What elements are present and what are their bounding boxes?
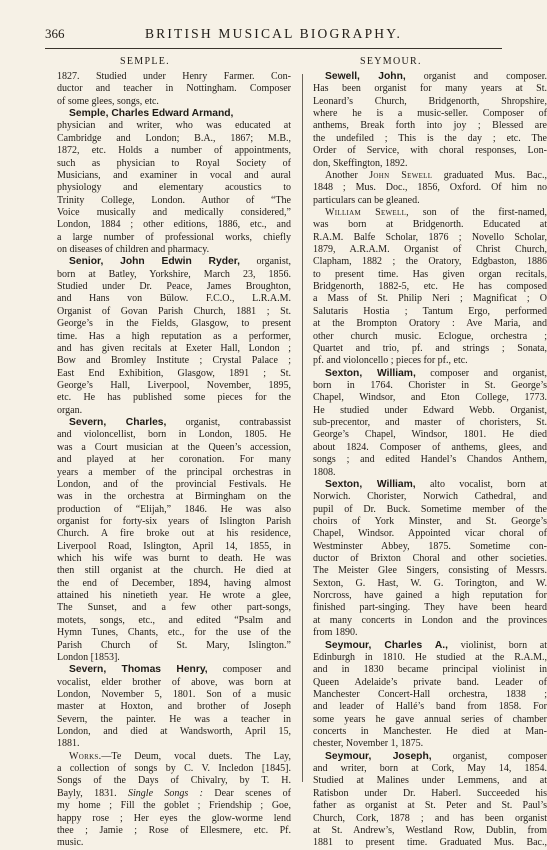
text-line — [313, 578, 547, 590]
line-text: son of the first-named, — [408, 206, 547, 218]
text-line — [57, 83, 291, 95]
text-line — [313, 516, 547, 528]
line-text: Bow and Bromley Institute ; Crystal Palace ; — [57, 355, 291, 367]
line-text: graduated Mus. Bac., — [432, 169, 547, 181]
line-text: London, November 5, 1801. Son of a music — [57, 688, 291, 700]
text-line — [313, 664, 547, 676]
text-line — [57, 145, 291, 157]
line-text: Hymn Tunes, Chants, etc., for the use of the — [57, 627, 291, 639]
text-line — [313, 429, 547, 441]
text-line — [57, 158, 291, 170]
line-text: a collection of songs by C. V. Incledon [1845]. — [57, 763, 291, 775]
text-line — [57, 602, 291, 614]
text-line — [57, 96, 291, 108]
text-line — [313, 83, 547, 95]
line-text: violinist, born at — [448, 639, 547, 651]
text-line — [313, 442, 547, 454]
text-line — [57, 318, 291, 330]
text-line — [313, 689, 547, 701]
line-text: 1848 ; Mus. Doc., 1856, Oxford. Of him no — [313, 182, 547, 194]
line-text: The Sunset, and a few other part-songs, — [57, 602, 291, 614]
text-line — [313, 256, 547, 268]
text-line — [57, 429, 291, 441]
line-text: at St. Andrew’s, Westland Row, Dublin, from — [313, 824, 547, 836]
text-line — [57, 306, 291, 318]
line-text: ductor and teacher in Nottingham. Composer — [57, 83, 291, 95]
line-text: on diseases of children and pharmacy. — [57, 244, 210, 256]
line-text: my home ; Fill the goblet ; Friendship ; Goe, — [57, 800, 291, 812]
line-text: Studied at Malines under Lemmens, and at — [313, 775, 547, 787]
text-line — [313, 491, 547, 503]
text-line — [313, 726, 547, 738]
line-text: Musicians, and examiner in vocal and aural — [57, 169, 291, 181]
line-text: Quartet and trio, pf. and strings ; Sonata, — [313, 342, 547, 354]
line-text: East End Exhibition, Glasgow, 1891 ; St. — [57, 367, 291, 379]
line-text: Liverpool Road, Islington, April 14, 1855, in — [57, 540, 291, 552]
entry-heading: Semple, Charles Edward Armand, — [69, 108, 234, 120]
line-text: Clapham, 1882 ; the Oratory, Edgbaston, 1886 — [313, 256, 547, 268]
text-line — [313, 652, 547, 664]
line-text: songs ; and edited Handel’s Chandos Anthem, — [313, 454, 547, 466]
line-text: and has given recitals at Exeter Hall, London ; — [57, 342, 291, 354]
text-line — [313, 627, 547, 639]
text-line — [57, 343, 291, 355]
line-text: Edinburgh in 1810. He studied at the R.A.M., — [313, 651, 547, 663]
text-line — [57, 726, 291, 738]
line-text: Order of Service, with choral responses, Lon- — [313, 145, 547, 157]
line-text: was born at Bridgenorth. Educated at — [313, 219, 547, 231]
text-line — [57, 590, 291, 602]
line-text: organist, composer — [431, 750, 547, 762]
text-line — [57, 355, 291, 367]
line-text: organist for forty-six years of Islington Parish — [57, 515, 291, 527]
line-text: was a Court musician at the Queen’s accession, — [57, 441, 291, 453]
line-text: 1881. — [57, 738, 80, 750]
line-text: organist, — [240, 256, 291, 268]
text-line — [313, 763, 547, 775]
line-text: don, Skeffington, 1892. — [313, 157, 408, 169]
text-line — [313, 380, 547, 392]
line-text: years a member of the principal orchestras in — [57, 466, 291, 478]
line-text: alto vocalist, born at — [415, 478, 547, 490]
entry-heading: Severn, Thomas Henry, — [69, 664, 208, 676]
text-line — [313, 528, 547, 540]
line-text: finished part-singing. They have been heard — [313, 602, 547, 614]
line-text: Leonard’s Church, Bridgenorth, Shropshire, — [313, 95, 547, 107]
right-text-column — [313, 71, 547, 850]
text-line — [313, 71, 547, 83]
text-line — [313, 182, 547, 194]
text-line — [313, 195, 547, 207]
text-line — [313, 331, 547, 343]
line-text: organist and composer. — [405, 71, 547, 82]
text-line — [313, 417, 547, 429]
text-line — [313, 813, 547, 825]
line-text: a large number of professional works, chiefly — [57, 231, 291, 243]
line-text: Manchester Concert-Hall orchestra, 1838 ; — [313, 688, 547, 700]
line-text: to present time. Has given organ recitals, — [313, 268, 547, 280]
entry-heading: Seymour, Charles A., — [325, 639, 449, 651]
line-text: attained his ninetieth year. He wrote a glee, — [57, 590, 291, 602]
text-line — [57, 652, 291, 664]
line-text: London, and died at Wandsworth, April 15, — [57, 726, 291, 738]
text-line — [313, 467, 547, 479]
text-line — [57, 701, 291, 713]
line-text: Another — [325, 169, 370, 181]
text-line — [313, 96, 547, 108]
text-line — [57, 244, 291, 256]
text-line — [313, 219, 547, 231]
line-text: The Meister Glee Singers, consisting of Messrs. — [313, 565, 547, 577]
text-line — [57, 627, 291, 639]
text-line — [57, 504, 291, 516]
line-text: was in the orchestra at Birmingham on the — [57, 491, 291, 503]
line-text: master at Hoxton, and brother of Joseph — [57, 701, 291, 713]
text-line — [57, 269, 291, 281]
right-column-heading: SEYMOUR. — [360, 56, 422, 67]
line-text: Organist of Govan Parish Church, 1881 ; St. — [57, 305, 291, 317]
text-line — [313, 553, 547, 565]
line-text: Trinity College, London. Author of “The — [57, 194, 291, 206]
line-text: father as organist at St. Peter and St. Paul’s — [313, 800, 547, 812]
line-text: Has been organist for many years at St. — [313, 83, 547, 95]
text-line — [313, 281, 547, 293]
text-line — [313, 207, 547, 219]
text-line — [57, 232, 291, 244]
text-line — [313, 837, 547, 849]
line-text: concerts in Manchester. He died at Man- — [313, 726, 547, 738]
text-line — [57, 775, 291, 787]
line-text: —Te Deum, vocal duets. The Lay, — [101, 750, 291, 762]
line-text: particulars can be gleaned. — [313, 194, 420, 206]
text-line — [313, 244, 547, 256]
line-text: and Hans von Bülow. F.C.O., L.R.A.M. — [57, 293, 291, 305]
line-text: and violoncellist, born in London, 1805. He — [57, 429, 291, 441]
line-text: Norwich. Chorister, Norwich Cathedral, and — [313, 491, 547, 503]
text-line — [57, 71, 291, 83]
text-line — [57, 615, 291, 627]
line-text: George’s Chapel, Windsor, 1801. He died — [313, 429, 547, 441]
text-line — [57, 788, 291, 800]
text-line — [57, 837, 291, 849]
line-text: about 1824. Composer of anthems, glees, and — [313, 441, 547, 453]
left-text-column — [57, 71, 291, 850]
text-line — [57, 541, 291, 553]
line-text: then still organist at the church. He died at — [57, 565, 291, 577]
running-title: BRITISH MUSICAL BIOGRAPHY. — [144, 26, 403, 41]
text-line — [313, 615, 547, 627]
line-text: music. — [57, 837, 84, 849]
text-line — [57, 170, 291, 182]
line-text: and writer, born at Cork, May 14, 1854. — [313, 763, 547, 775]
line-text: at the Brompton Oratory : Ave Maria, and — [313, 318, 547, 330]
line-text: at many concerts in London and the provinces — [313, 614, 547, 626]
line-text: Church, Cork, 1878 ; and has been organist — [313, 812, 547, 824]
text-line — [57, 195, 291, 207]
entry-heading: Senior, John Edwin Ryder, — [69, 256, 241, 268]
line-text: Studied under Dr. Peace, James Broughton, — [57, 281, 291, 293]
text-line — [57, 578, 291, 590]
small-caps-text: Works. — [69, 750, 102, 762]
line-text: thee ; Jamie ; Rose of Ellesmere, etc. Pf. — [57, 824, 291, 836]
line-text: Queen Adelaide’s private band. Leader of — [313, 676, 547, 688]
line-text: from 1890. — [313, 627, 358, 639]
text-line — [57, 751, 291, 763]
text-line — [313, 714, 547, 726]
text-line — [57, 293, 291, 305]
entry-heading: Sewell, John, — [325, 71, 406, 82]
line-text: Voice musically and medically considered,” — [57, 206, 291, 218]
line-text: a Mass of St. Philip Neri ; Magnificat ; O — [313, 293, 547, 305]
text-line — [313, 368, 547, 380]
line-text: George’s Hall, Liverpool, November, 1895, — [57, 379, 291, 391]
line-text: organ. — [57, 404, 83, 416]
text-line — [57, 133, 291, 145]
text-line — [57, 479, 291, 491]
text-line — [57, 120, 291, 132]
line-text: physician and writer, who was educated at — [57, 120, 291, 132]
line-text: production of “Elijah,” 1846. He was also — [57, 503, 291, 515]
text-line — [57, 467, 291, 479]
text-line — [57, 405, 291, 417]
text-line — [313, 293, 547, 305]
page-number: 366 — [45, 26, 65, 41]
text-line — [313, 751, 547, 763]
line-text: vocalist, elder brother of above, was born at — [57, 676, 291, 688]
text-line — [313, 825, 547, 837]
text-line — [57, 281, 291, 293]
line-text: organist, contrabassist — [166, 417, 291, 429]
text-line — [313, 800, 547, 812]
text-line — [57, 640, 291, 652]
text-line — [57, 392, 291, 404]
line-text: ductor of Brixton Choral and other societies. — [313, 553, 547, 565]
text-line — [57, 219, 291, 231]
text-line — [313, 602, 547, 614]
text-line — [313, 170, 547, 182]
text-line — [57, 331, 291, 343]
entry-heading: Severn, Charles, — [69, 417, 167, 429]
text-line — [313, 145, 547, 157]
text-line — [313, 565, 547, 577]
line-text: composer and organist, — [415, 367, 547, 379]
text-line — [313, 775, 547, 787]
line-text: Church. A fire broke out at his residence, — [57, 528, 291, 540]
text-line — [313, 504, 547, 516]
line-text: Songs of the Days of Chivalry, by T. H. — [57, 775, 291, 787]
text-line — [313, 677, 547, 689]
line-text: pupil of Dr. Buck. Sometime member of the — [313, 503, 547, 515]
text-line — [57, 553, 291, 565]
line-text: Ratisbon under Dr. Haberl. Succeeded his — [313, 787, 547, 799]
line-text: London [1853]. — [57, 651, 120, 663]
text-line — [57, 454, 291, 466]
text-line — [313, 318, 547, 330]
line-text: and leader of Hallé’s band from 1858. For — [313, 701, 547, 713]
text-line — [57, 442, 291, 454]
text-line — [313, 306, 547, 318]
text-line — [57, 417, 291, 429]
line-text: of some glees, songs, etc. — [57, 95, 159, 107]
line-text: 1881 to present time. Graduated Mus. Bac., — [313, 837, 547, 849]
text-line — [57, 368, 291, 380]
text-line — [313, 590, 547, 602]
line-text: time. Has a high reputation as a performer, — [57, 330, 291, 342]
entry-heading: Sexton, William, — [325, 478, 416, 490]
text-line — [313, 108, 547, 120]
line-text: R.A.M. Balfe Scholar, 1876 ; Novello Scholar, — [313, 231, 547, 243]
text-line — [313, 479, 547, 491]
text-line — [313, 269, 547, 281]
line-text: chester, November 1, 1875. — [313, 738, 424, 750]
text-line — [57, 516, 291, 528]
text-line — [57, 825, 291, 837]
line-text: and in 1830 became principal violinist in — [313, 664, 547, 676]
text-line — [313, 343, 547, 355]
line-text: the end of December, 1894, having almost — [57, 577, 291, 589]
line-text: motets, songs, etc., and edited “Psalm and — [57, 614, 291, 626]
line-text: and played at her coronation. For many — [57, 454, 291, 466]
entry-heading: Seymour, Joseph, — [325, 750, 432, 762]
text-line — [57, 207, 291, 219]
text-line — [57, 689, 291, 701]
line-text: Bayly, 1831. — [57, 787, 129, 799]
text-line — [313, 640, 547, 652]
entry-heading: Sexton, William, — [325, 367, 416, 379]
line-text: choirs of York Minster, and St. George’s — [313, 515, 547, 527]
line-text: Norcross, have gained a high reputation for — [313, 590, 547, 602]
line-text: other church music. Eclogue, orchestra ; — [313, 330, 547, 342]
text-line — [57, 763, 291, 775]
small-caps-text: William Sewell, — [325, 206, 409, 218]
left-column-heading: SEMPLE. — [120, 56, 170, 67]
line-text: the undefiled ; This is the day ; etc. The — [313, 132, 547, 144]
text-line — [313, 355, 547, 367]
line-text: born in 1764. Chorister in St. George’s — [313, 379, 547, 391]
line-text: where he is a music-seller. Composer of — [313, 108, 547, 120]
line-text: 1808. — [313, 466, 336, 478]
line-text: Westminster Abbey, 1875. Sometime con- — [313, 540, 547, 552]
line-text: Parish Church of St. Mary, Islington.” — [57, 639, 291, 651]
text-line — [57, 256, 291, 268]
line-text: Chapel, Windsor. Appointed vicar choral of — [313, 528, 547, 540]
line-text: George’s in the Fields, Glasgow, to present — [57, 318, 291, 330]
line-text: Salutaris Hostia ; Tantum Ergo, performed — [313, 305, 547, 317]
line-text: some years he gave annual series of chamber — [313, 713, 547, 725]
line-text: composer and — [207, 664, 291, 676]
column-divider — [302, 74, 303, 782]
text-line — [313, 232, 547, 244]
line-text: Dear scenes of — [203, 787, 291, 799]
text-line — [313, 701, 547, 713]
line-text: pf. and violoncello ; pieces for pf., etc. — [313, 355, 468, 367]
text-line — [313, 454, 547, 466]
line-text: He studied under Edward Webb. Organist, — [313, 404, 547, 416]
line-text: anthems, Break forth into joy ; Blessed are — [313, 120, 547, 132]
line-text: born at Batley, Yorkshire, March 23, 1856. — [57, 268, 291, 280]
text-line — [313, 158, 547, 170]
text-line — [57, 528, 291, 540]
text-line — [57, 664, 291, 676]
italic-text: Single Songs : — [128, 787, 203, 799]
line-text: 1879, A.R.A.M. Organist of Christ Church, — [313, 244, 547, 256]
text-line — [313, 738, 547, 750]
text-line — [57, 380, 291, 392]
line-text: 1827. Studied under Henry Farmer. Con- — [57, 71, 291, 82]
line-text: London, 1884 ; other editions, 1886, etc., and — [57, 219, 291, 231]
text-line — [57, 813, 291, 825]
text-line — [313, 541, 547, 553]
line-text: London, and of the provincial Festivals. He — [57, 478, 291, 490]
line-text: Chapel, Windsor, and Eton College, 1773. — [313, 392, 547, 404]
line-text: physiology and elementary acoustics to — [57, 182, 291, 194]
line-text: Bridgenorth, 1882-5, etc. He has composed — [313, 281, 547, 293]
text-line — [313, 392, 547, 404]
line-text: which his wife was burnt to death. He was — [57, 553, 291, 565]
line-text: sub-precentor, and master of choristers, St. — [313, 417, 547, 429]
text-line — [57, 182, 291, 194]
text-line — [57, 565, 291, 577]
small-caps-text: John Sewell — [369, 169, 433, 181]
text-line — [57, 738, 291, 750]
text-line — [57, 491, 291, 503]
header-rule — [45, 48, 502, 49]
text-line — [57, 800, 291, 812]
line-text: Cambridge and London; B.A., 1867; M.B., — [57, 132, 291, 144]
text-line — [313, 788, 547, 800]
line-text: such as physician to Royal Society of — [57, 157, 291, 169]
line-text: Severn, the painter. He was a teacher in — [57, 713, 291, 725]
text-line — [313, 120, 547, 132]
text-line — [313, 405, 547, 417]
line-text: happy rose ; Her eyes the glow-worme lend — [57, 812, 291, 824]
text-line — [57, 714, 291, 726]
line-text: Sexton, G. Hast, W. G. Torington, and W. — [313, 577, 547, 589]
line-text: 1872, etc. Holds a number of appointments, — [57, 145, 291, 157]
text-line — [313, 133, 547, 145]
text-line — [57, 108, 291, 120]
text-line — [57, 677, 291, 689]
line-text: etc. He has published some pieces for the — [57, 392, 291, 404]
